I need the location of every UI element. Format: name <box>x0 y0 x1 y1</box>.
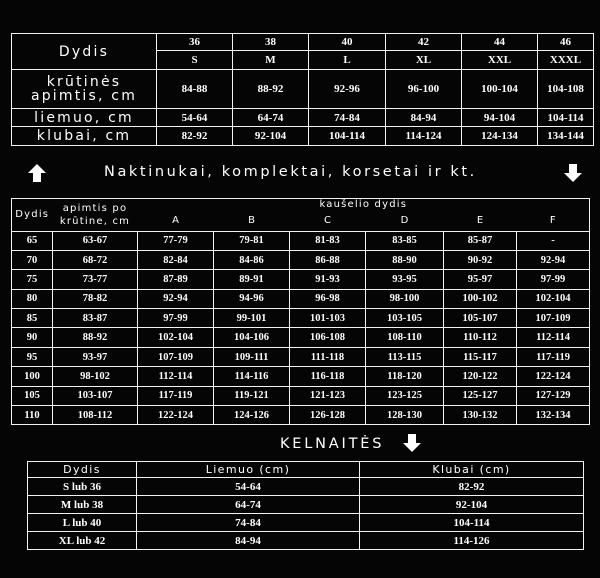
table-row <box>28 496 584 514</box>
hips-value: 104-114 <box>309 127 386 146</box>
table-row <box>12 250 590 269</box>
cup-column-header: B <box>214 211 290 231</box>
table-row <box>12 367 590 386</box>
bust-value: 88-92 <box>233 70 309 109</box>
bust-cell: 97-99 <box>138 309 214 328</box>
bust-cell: 107-109 <box>517 309 590 328</box>
size-number: 42 <box>386 34 462 51</box>
underbust-cell: 78-82 <box>53 289 138 308</box>
bust-label-line1: krūtinės <box>46 74 122 90</box>
panties-heading-text: KELNAITĖS <box>280 436 385 452</box>
waist-value: 54-64 <box>157 109 233 127</box>
bust-cell: 105-107 <box>444 309 517 328</box>
panties-hips-cell: 114-126 <box>360 532 584 550</box>
bust-cell: 81-83 <box>290 231 366 250</box>
bust-cell: 124-126 <box>214 406 290 425</box>
bust-cell: 77-79 <box>138 231 214 250</box>
bust-cell: 125-127 <box>444 386 517 405</box>
bust-cell: 114-116 <box>214 367 290 386</box>
size-number: 38 <box>233 34 309 51</box>
hips-value: 114-124 <box>386 127 462 146</box>
bust-cell: 92-94 <box>138 289 214 308</box>
bust-cell: 123-125 <box>366 386 444 405</box>
waist-value: 104-114 <box>538 109 594 127</box>
bust-cell: 116-118 <box>290 367 366 386</box>
band-size-cell: 95 <box>12 347 53 366</box>
bust-cell: 112-114 <box>138 367 214 386</box>
bust-cell: 130-132 <box>444 406 517 425</box>
cup-column-header: D <box>366 211 444 231</box>
bust-cell: 87-89 <box>138 270 214 289</box>
bust-cell: 82-84 <box>138 250 214 269</box>
bust-cell: 108-110 <box>366 328 444 347</box>
bust-cell: 102-104 <box>517 289 590 308</box>
bust-cell: 109-111 <box>214 347 290 366</box>
bust-cell: 106-108 <box>290 328 366 347</box>
underbust-cell: 98-102 <box>53 367 138 386</box>
size-letter: S <box>157 51 233 70</box>
panties-col-header: Dydis <box>28 462 137 478</box>
underbust-cell: 88-92 <box>53 328 138 347</box>
panties-waist-cell: 74-84 <box>137 514 360 532</box>
table-row <box>12 231 590 250</box>
table-row <box>12 386 590 405</box>
size-letter: XXXL <box>538 51 594 70</box>
panties-hips-cell: 82-92 <box>360 478 584 496</box>
panties-waist-cell: 64-74 <box>137 496 360 514</box>
bust-cell: 104-106 <box>214 328 290 347</box>
bust-cell: 118-120 <box>366 367 444 386</box>
bust-cell: 115-117 <box>444 347 517 366</box>
bust-label-line2: apimtis, cm <box>30 88 138 104</box>
size-letter: M <box>233 51 309 70</box>
bust-cell: 121-123 <box>290 386 366 405</box>
underbust-cell: 73-77 <box>53 270 138 289</box>
bust-cell: - <box>517 231 590 250</box>
underbust-cell: 93-97 <box>53 347 138 366</box>
band-size-cell: 90 <box>12 328 53 347</box>
bust-label-cell <box>12 70 157 109</box>
bra-size-table <box>11 198 590 425</box>
panties-size-cell: S lub 36 <box>28 478 137 496</box>
band-size-cell: 85 <box>12 309 53 328</box>
panties-hips-cell: 92-104 <box>360 496 584 514</box>
band-size-cell: 80 <box>12 289 53 308</box>
bust-cell: 93-95 <box>366 270 444 289</box>
waist-value: 84-94 <box>386 109 462 127</box>
band-size-cell: 75 <box>12 270 53 289</box>
table-row <box>12 347 590 366</box>
cup-column-header: F <box>517 211 590 231</box>
cup-column-header: C <box>290 211 366 231</box>
underbust-cell: 103-107 <box>53 386 138 405</box>
bust-cell: 92-94 <box>517 250 590 269</box>
col-under-header <box>53 199 138 232</box>
table-row <box>12 309 590 328</box>
bust-cell: 111-118 <box>290 347 366 366</box>
bust-cell: 97-99 <box>517 270 590 289</box>
bust-cell: 91-93 <box>290 270 366 289</box>
panties-hips-cell: 104-114 <box>360 514 584 532</box>
bust-cell: 113-115 <box>366 347 444 366</box>
bust-cell: 127-129 <box>517 386 590 405</box>
size-number: 40 <box>309 34 386 51</box>
underbust-cell: 68-72 <box>53 250 138 269</box>
bust-cell: 102-104 <box>138 328 214 347</box>
bust-cell: 84-86 <box>214 250 290 269</box>
bust-cell: 126-128 <box>290 406 366 425</box>
table-row <box>12 289 590 308</box>
bust-cell: 120-122 <box>444 367 517 386</box>
band-size-cell: 100 <box>12 367 53 386</box>
bust-cell: 99-101 <box>214 309 290 328</box>
bust-cell: 128-130 <box>366 406 444 425</box>
panties-col-header: Klubai (cm) <box>360 462 584 478</box>
hips-label-cell: klubai, cm <box>12 127 157 146</box>
bust-value: 92-96 <box>309 70 386 109</box>
waist-value: 94-104 <box>462 109 538 127</box>
col-under-header-line2: krūtine, cm <box>59 215 131 227</box>
table-row <box>12 406 590 425</box>
bust-cell: 79-81 <box>214 231 290 250</box>
bust-cell: 112-114 <box>517 328 590 347</box>
bust-cell: 100-102 <box>444 289 517 308</box>
size-number: 36 <box>157 34 233 51</box>
band-size-cell: 110 <box>12 406 53 425</box>
panties-size-cell: XL lub 42 <box>28 532 137 550</box>
bust-cell: 94-96 <box>214 289 290 308</box>
bust-cell: 83-85 <box>366 231 444 250</box>
underbust-cell: 108-112 <box>53 406 138 425</box>
col-under-header-line1: apimtis po <box>62 202 128 214</box>
underbust-cell: 83-87 <box>53 309 138 328</box>
band-size-cell: 65 <box>12 231 53 250</box>
bust-cell: 122-124 <box>517 367 590 386</box>
panties-size-cell: M lub 38 <box>28 496 137 514</box>
waist-label-cell: liemuo, cm <box>12 109 157 127</box>
bust-cell: 107-109 <box>138 347 214 366</box>
arrow-down-icon <box>563 163 583 183</box>
bust-cell: 98-100 <box>366 289 444 308</box>
bust-cell: 85-87 <box>444 231 517 250</box>
hips-value: 134-144 <box>538 127 594 146</box>
bust-cell: 90-92 <box>444 250 517 269</box>
nightwear-heading <box>0 160 600 186</box>
bust-cell: 96-98 <box>290 289 366 308</box>
underbust-cell: 63-67 <box>53 231 138 250</box>
hips-value: 92-104 <box>233 127 309 146</box>
size-number: 44 <box>462 34 538 51</box>
arrow-up-icon <box>27 163 47 183</box>
panties-waist-cell: 84-94 <box>137 532 360 550</box>
panties-col-header: Liemuo (cm) <box>137 462 360 478</box>
bust-cell: 103-105 <box>366 309 444 328</box>
band-size-cell: 70 <box>12 250 53 269</box>
bust-cell: 119-121 <box>214 386 290 405</box>
bust-value: 100-104 <box>462 70 538 109</box>
hips-value: 124-134 <box>462 127 538 146</box>
col-size-header: Dydis <box>12 199 53 232</box>
panties-waist-cell: 54-64 <box>137 478 360 496</box>
bust-cell: 95-97 <box>444 270 517 289</box>
size-letter: XXL <box>462 51 538 70</box>
cup-size-header: kaušelio dydis <box>138 199 590 212</box>
waist-value: 64-74 <box>233 109 309 127</box>
table-row <box>12 270 590 289</box>
bust-cell: 86-88 <box>290 250 366 269</box>
bust-cell: 117-119 <box>138 386 214 405</box>
size-chart-table <box>11 33 594 146</box>
table-row <box>28 478 584 496</box>
bust-value: 84-88 <box>157 70 233 109</box>
panties-size-cell: L lub 40 <box>28 514 137 532</box>
size-number: 46 <box>538 34 594 51</box>
bust-cell: 89-91 <box>214 270 290 289</box>
bust-cell: 88-90 <box>366 250 444 269</box>
nightwear-heading-text: Naktinukai, komplektai, korsetai ir kt. <box>104 164 477 180</box>
bust-cell: 122-124 <box>138 406 214 425</box>
bust-cell: 132-134 <box>517 406 590 425</box>
bust-value: 104-108 <box>538 70 594 109</box>
cup-column-header: E <box>444 211 517 231</box>
size-label-cell: Dydis <box>12 34 157 70</box>
table-row <box>28 532 584 550</box>
bust-cell: 101-103 <box>290 309 366 328</box>
table-row <box>12 328 590 347</box>
band-size-cell: 105 <box>12 386 53 405</box>
arrow-down-icon <box>402 433 422 453</box>
panties-size-table <box>27 461 584 550</box>
waist-value: 74-84 <box>309 109 386 127</box>
panties-heading <box>0 432 600 456</box>
size-letter: XL <box>386 51 462 70</box>
table-row <box>28 514 584 532</box>
bust-cell: 110-112 <box>444 328 517 347</box>
bust-cell: 117-119 <box>517 347 590 366</box>
cup-column-header: A <box>138 211 214 231</box>
bust-value: 96-100 <box>386 70 462 109</box>
hips-value: 82-92 <box>157 127 233 146</box>
size-letter: L <box>309 51 386 70</box>
